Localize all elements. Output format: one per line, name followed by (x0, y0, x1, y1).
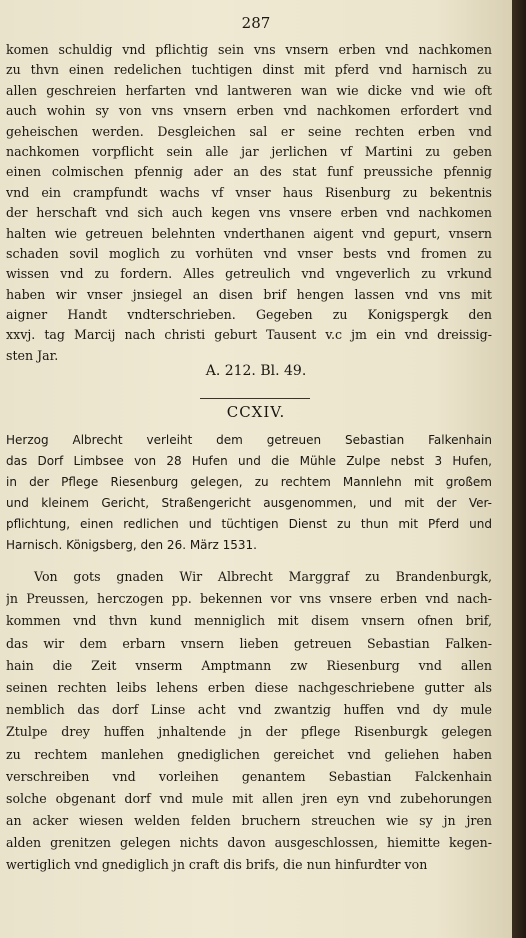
summary-line: Harnisch. Königsberg, den 26. März 1531. (6, 538, 257, 552)
previous-charter-text (6, 40, 492, 366)
charter-line: nemblich das dorf Linse acht vnd zwantzig huffen vnd dy mule (6, 702, 492, 718)
charter-line: zu rechtem manlehen gnediglichen gereichet vnd geliehen haben (6, 746, 492, 762)
text-line: aigner Handt vndterschrieben. Gegeben zu Konigspergk den (6, 307, 492, 323)
page-number: 287 (241, 14, 271, 32)
summary-line: pflichtung, einen redlichen und tüchtigen Dienst zu thun mit Pferd und (6, 517, 492, 531)
charter-line: Von gots gnaden Wir Albrecht Marggraf zu Brandenburgk, (34, 569, 492, 584)
document-number: CCXIV. (226, 403, 286, 421)
summary-line: und kleinem Gericht, Straßengericht ausgenommen, und mit der Ver- (6, 496, 492, 510)
charter-text (6, 566, 492, 877)
text-line: zu thvn einen redelichen tuchtigen dinst mit pferd vnd harnisch zu (6, 62, 492, 78)
text-line: der herschaft vnd sich auch kegen vns vnsere erben vnd nachkomen (6, 205, 492, 221)
charter-line: solche obgenant dorf vnd mule mit allen jren eyn vnd zubehorungen (6, 790, 492, 806)
charter-line: hain die Zeit vnserm Amptmann zw Riesenburg vnd allen (6, 657, 492, 673)
charter-line: das wir dem erbarn vnsern lieben getreuen Sebastian Falken- (6, 635, 492, 651)
text-line: haben wir vnser jnsiegel an disen brif hengen lassen vnd vns mit (6, 286, 492, 302)
text-line: wissen vnd zu fordern. Alles getreulich vnd vngeverlich zu vrkund (6, 266, 492, 282)
charter-line: wertiglich vnd gnediglich jn craft dis brifs, die nun hinfurdter von (6, 857, 428, 873)
text-line: auch wohin sy von vns vnsern erben vnd nachkomen erfordert vnd (6, 103, 492, 119)
charter-line: Ztulpe drey huffen jnhaltende jn der pflege Risenburgk gelegen (6, 724, 492, 740)
charter-line: jn Preussen, herczogen pp. bekennen vor vns vnsere erben vnd nach- (6, 591, 492, 607)
charter-line: seinen rechten leibs lehens erben diese nachgeschriebene gutter als (6, 679, 492, 695)
text-line: nachkomen vorpflicht sein alle jar jerlichen vf Martini zu geben (6, 143, 492, 159)
document-summary (6, 430, 492, 556)
text-line: allen geschreien herfarten vnd lantweren wan wie dicke vnd wie oft (6, 82, 492, 98)
text-line: schaden sovil moglich zu vorhüten vnd vnser bests vnd fromen zu (6, 245, 492, 261)
charter-line: an acker wiesen welden felden bruchern streuchen wie sy jn jren (6, 813, 492, 829)
charter-line: alden grenitzen gelegen nichts davon ausgeschlossen, hiemitte kegen- (6, 835, 492, 851)
summary-line: das Dorf Limbsee von 28 Hufen und die Mühle Zulpe nebst 3 Hufen, (6, 454, 492, 468)
archive-reference: A. 212. Bl. 49. (205, 363, 307, 379)
summary-line: in der Pflege Riesenburg gelegen, zu rechtem Mannlehn mit großem (6, 475, 492, 489)
text-line: einen colmischen pfennig ader an des stat funf preussiche pfennig (6, 164, 492, 180)
text-line: komen schuldig vnd pflichtig sein vns vnsern erben vnd nachkomen (6, 42, 492, 57)
text-line: vnd ein crampfundt wachs vf vnser haus Risenburg zu bekentnis (6, 184, 492, 200)
text-line: sten Jar. (6, 347, 59, 363)
page-edge (512, 0, 526, 938)
charter-line: verschreiben vnd vorleihen genantem Sebastian Falckenhain (6, 768, 492, 784)
text-line: geheischen werden. Desgleichen sal er seine rechten erben vnd (6, 123, 492, 139)
text-line: xxvj. tag Marcij nach christi geburt Tausent v.c jm ein vnd dreissig- (6, 327, 492, 343)
summary-line: Herzog Albrecht verleiht dem getreuen Sebastian Falkenhain (6, 433, 492, 447)
charter-line: kommen vnd thvn kund menniglich mit disem vnsern ofnen brif, (6, 613, 492, 629)
section-divider (200, 398, 310, 399)
text-line: halten wie getreuen belehnten vnderthanen aigent vnd gepurt, vnsern (6, 225, 492, 241)
